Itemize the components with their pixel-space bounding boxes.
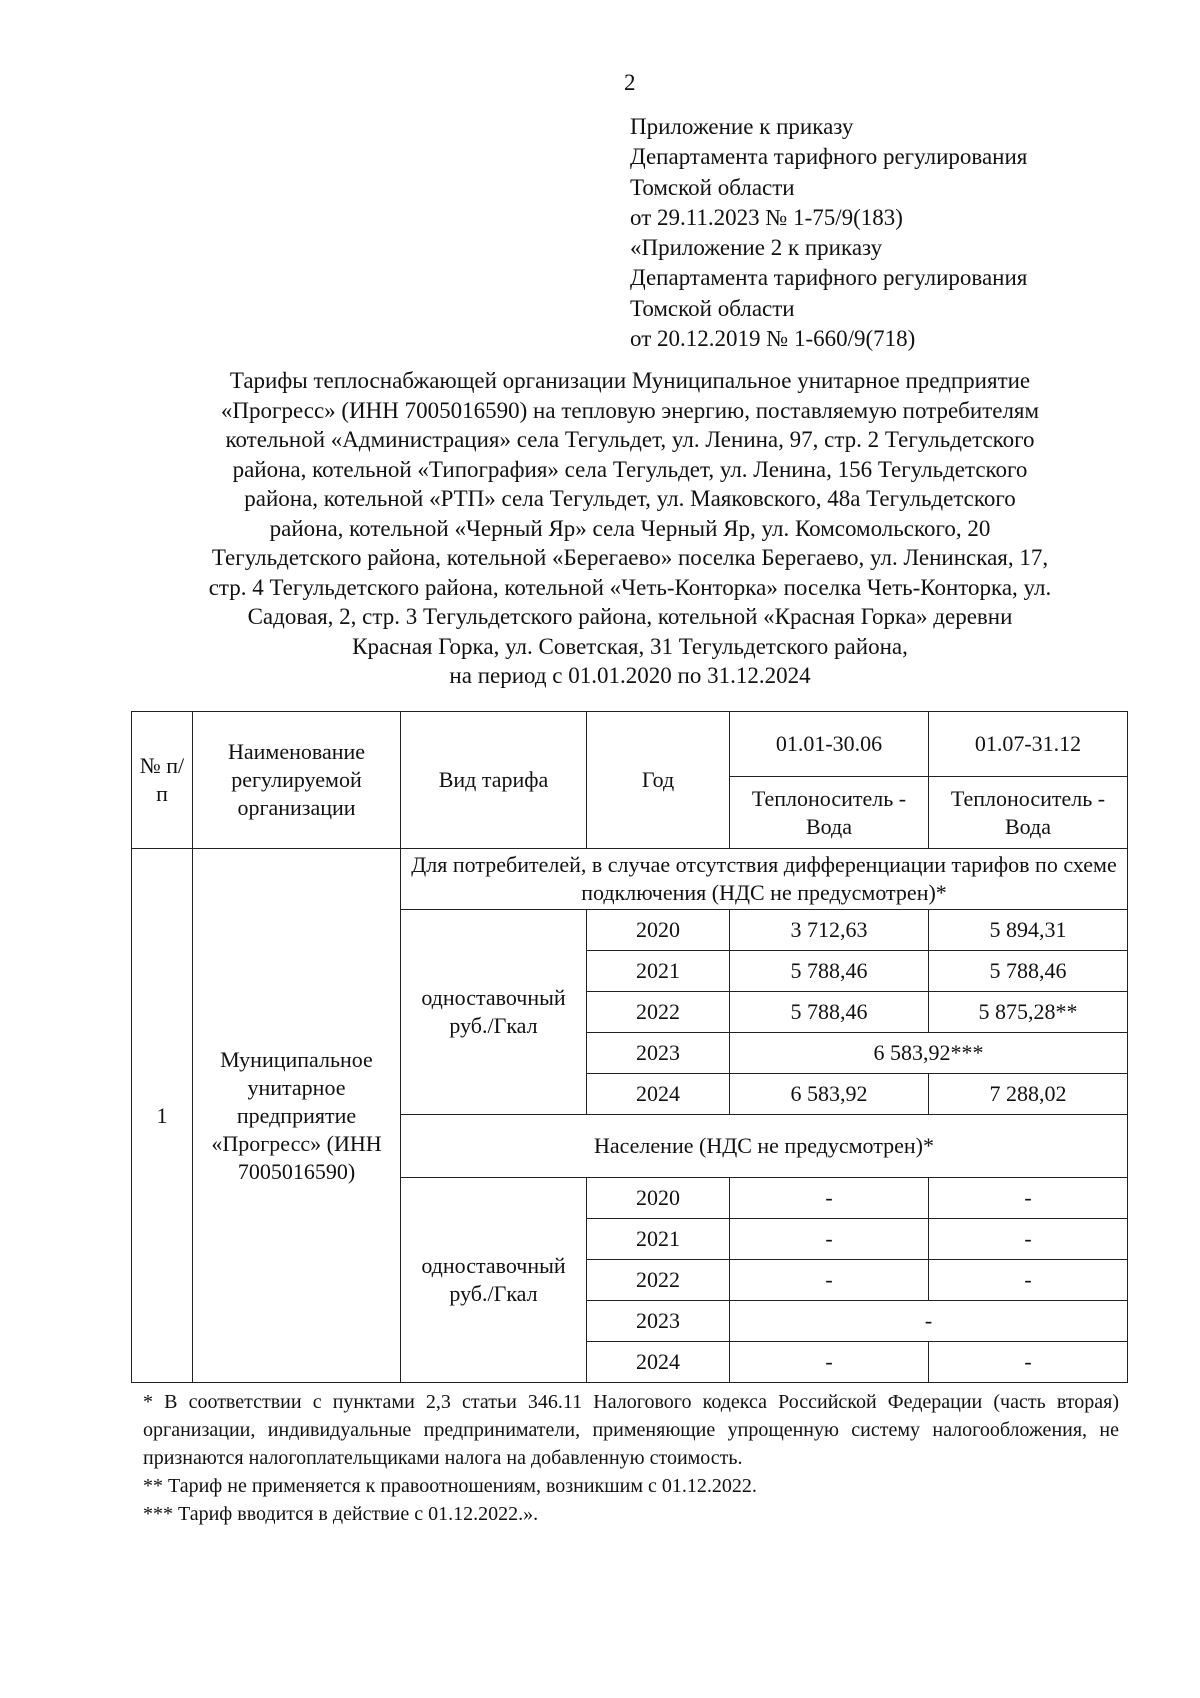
tariff-type-cell: одноставочный руб./Гкал: [401, 1178, 587, 1383]
footnote: ** Тариф не применяется к правоотношениям, возникшим с 01.12.2022.: [143, 1475, 757, 1497]
appendix-line: «Приложение 2 к приказу: [630, 235, 883, 261]
appendix-line: от 29.11.2023 № 1-75/9(183): [630, 204, 903, 230]
tariff-value-h2: -: [929, 1342, 1128, 1383]
appendix-line: Департамента тарифного регулирования: [630, 144, 1028, 170]
appendix-line: Томской области: [630, 295, 795, 321]
tariff-value-h1: 5 788,46: [730, 951, 929, 992]
header-org-name: Наименование регулируемой организации: [193, 712, 401, 849]
title-line: района, котельной «Черный Яр» села Черный Яр, ул. Комсомольского, 20: [269, 515, 991, 541]
appendix-header: [630, 112, 1027, 354]
header-tariff-type: Вид тарифа: [401, 712, 587, 849]
row-number: 1: [132, 849, 193, 1383]
tariff-value-h2: 5 788,46: [929, 951, 1128, 992]
tariff-value-h1: -: [730, 1260, 929, 1301]
title-line: стр. 4 Тегульдетского района, котельной «Четь-Конторка» поселка Четь-Конторка, ул.: [208, 574, 1052, 600]
appendix-line: от 20.12.2019 № 1-660/9(718): [630, 326, 916, 352]
document-title: [130, 366, 1130, 691]
tariff-value-h2: -: [929, 1178, 1128, 1219]
tariff-value-h1: -: [730, 1178, 929, 1219]
tariff-value-h2: 5 875,28**: [929, 992, 1128, 1033]
year-cell: 2023: [587, 1033, 730, 1074]
title-line: Тегульдетского района, котельной «Берегаево» поселка Берегаево, ул. Ленинская, 17,: [211, 545, 1049, 570]
header-period-1: 01.01-30.06: [730, 712, 929, 777]
group-title: Население (НДС не предусмотрен)*: [401, 1115, 1128, 1178]
tariff-value-h1: -: [730, 1342, 929, 1383]
title-line: «Прогресс» (ИНН 7005016590) на тепловую энергию, поставляемую потребителям: [220, 397, 1040, 423]
organization-name: Муниципальное унитарное предприятие «Прогресс» (ИНН 7005016590): [193, 849, 401, 1383]
tariff-value-h2: 7 288,02: [929, 1074, 1128, 1115]
appendix-line: Департамента тарифного регулирования: [630, 265, 1028, 291]
year-cell: 2021: [587, 1219, 730, 1260]
tariff-value-h1: 5 788,46: [730, 992, 929, 1033]
tariff-value-h2: -: [929, 1219, 1128, 1260]
title-line: Садовая, 2, стр. 3 Тегульдетского района, котельной «Красная Горка» деревни: [247, 604, 1013, 629]
tariff-value-merged: -: [730, 1301, 1128, 1342]
appendix-line: Томской области: [630, 174, 795, 200]
year-cell: 2022: [587, 1260, 730, 1301]
title-line: района, котельной «Типография» села Тегульдет, ул. Ленина, 156 Тегульдетского: [232, 456, 1028, 482]
page-number: 2: [624, 70, 636, 95]
tariff-value-h2: 5 894,31: [929, 910, 1128, 951]
header-carrier-1: Теплоноситель - Вода: [730, 777, 929, 849]
header-carrier-2: Теплоноситель - Вода: [929, 777, 1128, 849]
title-line: котельной «Администрация» села Тегульдет, ул. Ленина, 97, стр. 2 Тегульдетского: [225, 427, 1035, 452]
footnote: * В соответствии с пунктами 2,3 статьи 346.11 Налогового кодекса Российской Федерации (часть вторая) организации, индивидуальные предприниматели, применяющие упрощенную систему налогообложения, не признаются налогоплательщиками налога на добавленную стоимость.: [143, 1391, 1119, 1469]
tariff-type-cell: одноставочный руб./Гкал: [401, 910, 587, 1115]
title-line: Тарифы теплоснабжающей организации Муниципальное унитарное предприятие: [229, 368, 1031, 393]
footnotes: [143, 1388, 1119, 1528]
tariff-value-h1: 6 583,92: [730, 1074, 929, 1115]
footnote: *** Тариф вводится в действие с 01.12.2022.».: [143, 1503, 539, 1525]
group-title: Для потребителей, в случае отсутствия дифференциации тарифов по схеме подключения (НДС не предусмотрен)*: [401, 849, 1128, 910]
year-cell: 2024: [587, 1342, 730, 1383]
year-cell: 2020: [587, 910, 730, 951]
tariff-value-merged: 6 583,92***: [730, 1033, 1128, 1074]
table-row: [132, 849, 1128, 910]
year-cell: 2022: [587, 992, 730, 1033]
year-cell: 2023: [587, 1301, 730, 1342]
year-cell: 2020: [587, 1178, 730, 1219]
tariff-value-h2: -: [929, 1260, 1128, 1301]
header-year: Год: [587, 712, 730, 849]
header-period-2: 01.07-31.12: [929, 712, 1128, 777]
title-line: Красная Горка, ул. Советская, 31 Тегульдетского района,: [352, 633, 908, 659]
header-num: № п/п: [132, 712, 193, 849]
tariff-value-h1: 3 712,63: [730, 910, 929, 951]
appendix-line: Приложение к приказу: [630, 114, 854, 139]
year-cell: 2021: [587, 951, 730, 992]
tariff-table: [131, 711, 1128, 1383]
year-cell: 2024: [587, 1074, 730, 1115]
tariff-value-h1: -: [730, 1219, 929, 1260]
title-line: района, котельной «РТП» села Тегульдет, ул. Маяковского, 48а Тегульдетского: [244, 486, 1016, 511]
table-header-row: [132, 712, 1128, 777]
title-line: на период с 01.01.2020 по 31.12.2024: [449, 663, 811, 688]
